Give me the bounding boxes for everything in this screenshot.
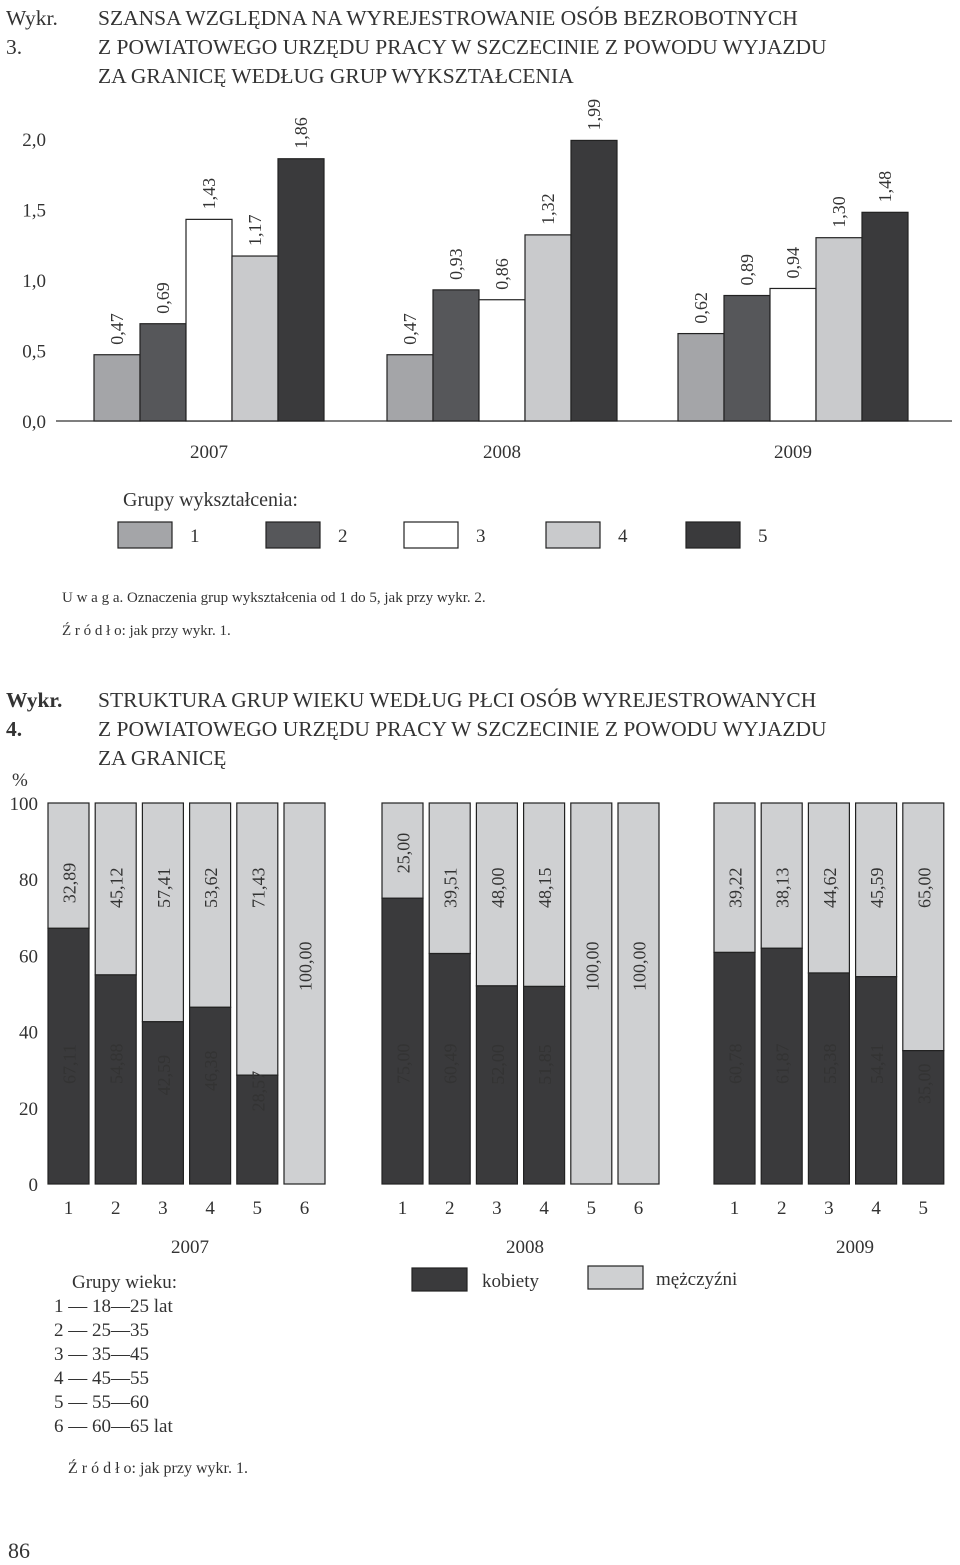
y-tick-label: 0 (28, 1175, 38, 1196)
y-tick-label: 20 (19, 1098, 38, 1120)
x-category-label: 5 (252, 1198, 263, 1219)
page-number: 86 (8, 1538, 30, 1563)
bar-value-label: 1,43 (199, 177, 219, 210)
bar-value-label-kobiety: 54,88 (106, 1043, 127, 1084)
x-category-label: 2008 (483, 442, 521, 463)
y-tick-label: 40 (19, 1022, 38, 1044)
x-category-label: 1 (63, 1198, 74, 1219)
bar-2008-group-2 (433, 290, 479, 421)
bar-value-label: 0,62 (691, 292, 711, 324)
x-category-label: 5 (918, 1198, 929, 1219)
x-category-label: 6 (299, 1198, 310, 1219)
bar-2009-group-1 (678, 334, 724, 421)
chart1-title-lead: Wykr. 3. (6, 6, 58, 59)
bar-value-label-kobiety: 67,11 (59, 1044, 80, 1084)
bar-value-label-kobiety: 75,00 (393, 1043, 414, 1084)
bar-value-label-mezczyzni: 57,41 (153, 867, 174, 908)
x-category-label: 1 (729, 1198, 740, 1219)
x-year-label: 2007 (171, 1237, 209, 1258)
bar-2007-group-4 (232, 256, 278, 421)
x-category-label: 6 (633, 1198, 644, 1219)
legend-label: 2 (338, 526, 348, 547)
x-category-label: 2 (110, 1198, 121, 1219)
bar-value-label-mezczyzni: 100,00 (582, 941, 603, 991)
legend-label: 1 (190, 526, 200, 547)
bar-2009-group-2 (724, 296, 770, 421)
y-tick-label: 80 (19, 870, 38, 892)
bar-value-label-kobiety: 60,78 (725, 1043, 746, 1084)
legend-label: kobiety (482, 1271, 539, 1292)
legend-swatch-group-4 (546, 522, 600, 548)
x-category-label: 2 (444, 1198, 455, 1219)
bar-value-label-kobiety: 54,41 (867, 1043, 888, 1084)
age-group-item: 2 — 25—35 (54, 1320, 149, 1341)
x-category-label: 2 (776, 1198, 787, 1219)
legend-swatch-mezczyzni (588, 1266, 643, 1289)
bar-value-label: 1,17 (245, 214, 265, 247)
bar-mezczyzni-2007-3 (142, 803, 183, 1022)
chart1-legend-title: Grupy wykształcenia: (123, 489, 298, 511)
y-tick-label: 0,5 (22, 341, 46, 363)
bar-value-label: 0,47 (107, 313, 127, 345)
x-category-label: 1 (397, 1198, 408, 1219)
bar-value-label-kobiety: 55,38 (819, 1043, 840, 1084)
chart2-title-lead: Wykr. 4. (6, 688, 63, 741)
y-tick-label: 100 (9, 794, 38, 815)
age-group-item: 1 — 18—25 lat (54, 1296, 173, 1317)
bar-kobiety-2007-4 (190, 1007, 231, 1184)
bar-value-label-mezczyzni: 71,43 (248, 867, 269, 908)
bar-value-label-kobiety: 61,87 (772, 1043, 793, 1084)
x-category-label: 3 (824, 1198, 834, 1219)
bar-value-label-mezczyzni: 45,59 (867, 867, 888, 908)
x-category-label: 5 (586, 1198, 597, 1219)
bar-value-label-kobiety: 42,59 (153, 1054, 174, 1096)
x-category-label: 4 (205, 1198, 215, 1219)
legend-label: 4 (618, 526, 628, 547)
y-tick-label: 1,0 (22, 271, 46, 292)
bar-value-label: 1,48 (875, 170, 895, 203)
bar-value-label-mezczyzni: 65,00 (914, 867, 935, 908)
x-category-label: 2009 (774, 442, 812, 463)
bar-value-label: 0,94 (783, 246, 803, 279)
chart1-source: Ź r ó d ł o: jak przy wykr. 1. (62, 623, 231, 639)
bar-value-label: 1,99 (584, 98, 604, 131)
bar-2008-group-1 (387, 355, 433, 421)
y-tick-label: 1,5 (22, 200, 46, 222)
bar-value-label-mezczyzni: 39,22 (725, 867, 746, 908)
bar-value-label-mezczyzni: 100,00 (295, 941, 316, 991)
bar-value-label-mezczyzni: 32,89 (59, 862, 80, 904)
chart1-title-line: ZA GRANICĘ WEDŁUG GRUP WYKSZTAŁCENIA (98, 64, 574, 88)
bar-2008-group-4 (525, 235, 571, 421)
bar-value-label-mezczyzni: 39,51 (440, 867, 461, 908)
bar-value-label: 0,93 (446, 248, 466, 280)
chart2-plot (0, 760, 960, 1320)
chart2-title-line: ZA GRANICĘ (98, 746, 227, 770)
x-year-label: 2009 (836, 1237, 874, 1258)
bar-value-label-kobiety: 51,85 (535, 1044, 556, 1085)
age-group-item: 3 — 35—45 (54, 1344, 149, 1365)
x-year-label: 2008 (506, 1237, 544, 1258)
bar-2008-group-3 (479, 300, 525, 421)
legend-label: mężczyźni (656, 1269, 738, 1290)
y-tick-label: 60 (19, 946, 38, 968)
bar-value-label: 0,69 (153, 282, 173, 314)
bar-value-label-kobiety: 60,49 (440, 1043, 461, 1084)
bar-value-label-kobiety: 52,00 (487, 1044, 508, 1085)
bar-value-label: 1,86 (291, 117, 311, 149)
legend-swatch-group-2 (266, 522, 320, 548)
bar-value-label-mezczyzni: 48,00 (487, 867, 508, 908)
bar-2009-group-3 (770, 288, 816, 421)
chart2-source: Ź r ó d ł o: jak przy wykr. 1. (68, 1460, 248, 1477)
legend-swatch-group-3 (404, 522, 458, 548)
age-groups-title: Grupy wieku: (72, 1272, 178, 1293)
bar-value-label-kobiety: 46,38 (201, 1050, 222, 1091)
bar-kobiety-2007-3 (142, 1022, 183, 1184)
bar-value-label-mezczyzni: 25,00 (393, 832, 414, 874)
y-tick-label: 2,0 (22, 130, 46, 151)
bar-mezczyzni-2007-6 (284, 803, 325, 1184)
age-groups-legend (54, 1271, 177, 1439)
bar-value-label-kobiety: 28,57 (248, 1070, 269, 1112)
bar-mezczyzni-2007-5 (237, 803, 278, 1075)
bar-2008-group-5 (571, 140, 617, 421)
bar-value-label-mezczyzni: 44,62 (819, 867, 840, 908)
bar-value-label-kobiety: 35,00 (914, 1063, 935, 1104)
bar-value-label-mezczyzni: 53,62 (201, 867, 222, 908)
bar-value-label: 0,86 (492, 258, 512, 290)
bar-value-label: 1,32 (538, 193, 558, 225)
bar-mezczyzni-2008-5 (571, 803, 612, 1184)
bar-value-label-mezczyzni: 100,00 (629, 941, 650, 991)
chart2-title-line: STRUKTURA GRUP WIEKU WEDŁUG PŁCI OSÓB WYREJESTROWANYCH (98, 688, 817, 712)
chart2-y-unit: % (12, 770, 28, 791)
x-category-label: 4 (871, 1198, 881, 1219)
chart1-plot (0, 0, 960, 570)
chart1-title-line: Z POWIATOWEGO URZĘDU PRACY W SZCZECINIE Z POWODU WYJAZDU (98, 35, 827, 59)
chart1-note: U w a g a. Oznaczenia grup wykształcenia od 1 do 5, jak przy wykr. 2. (62, 590, 486, 606)
x-category-label: 3 (492, 1198, 502, 1219)
legend-label: 3 (476, 526, 486, 547)
age-group-item: 5 — 55—60 (54, 1392, 149, 1413)
bar-value-label-mezczyzni: 45,12 (106, 867, 127, 908)
bar-2009-group-5 (862, 212, 908, 421)
bar-value-label: 1,30 (829, 196, 849, 228)
legend-swatch-kobiety (412, 1268, 467, 1291)
bar-mezczyzni-2009-5 (903, 803, 944, 1051)
legend-swatch-group-5 (686, 522, 740, 548)
age-group-item: 6 — 60—65 lat (54, 1416, 173, 1437)
chart2-title-line: Z POWIATOWEGO URZĘDU PRACY W SZCZECINIE Z POWODU WYJAZDU (98, 717, 827, 741)
legend-label: 5 (758, 526, 768, 547)
bar-2007-group-5 (278, 159, 324, 421)
bar-value-label-mezczyzni: 38,13 (772, 867, 793, 908)
bar-2009-group-4 (816, 238, 862, 421)
age-group-item: 4 — 45—55 (54, 1368, 149, 1389)
bar-value-label: 0,89 (737, 254, 757, 286)
y-tick-label: 0,0 (22, 412, 46, 433)
x-category-label: 3 (158, 1198, 168, 1219)
legend-swatch-group-1 (118, 522, 172, 548)
x-category-label: 2007 (190, 442, 228, 463)
bar-2007-group-3 (186, 219, 232, 421)
bar-kobiety-2008-1 (382, 898, 423, 1184)
x-category-label: 4 (539, 1198, 549, 1219)
bar-2007-group-1 (94, 355, 140, 421)
bar-2007-group-2 (140, 324, 186, 421)
bar-mezczyzni-2008-6 (618, 803, 659, 1184)
bar-value-label-mezczyzni: 48,15 (535, 867, 556, 908)
chart1-title-line: SZANSA WZGLĘDNA NA WYREJESTROWANIE OSÓB BEZROBOTNYCH (98, 6, 798, 30)
bar-value-label: 0,47 (400, 313, 420, 345)
